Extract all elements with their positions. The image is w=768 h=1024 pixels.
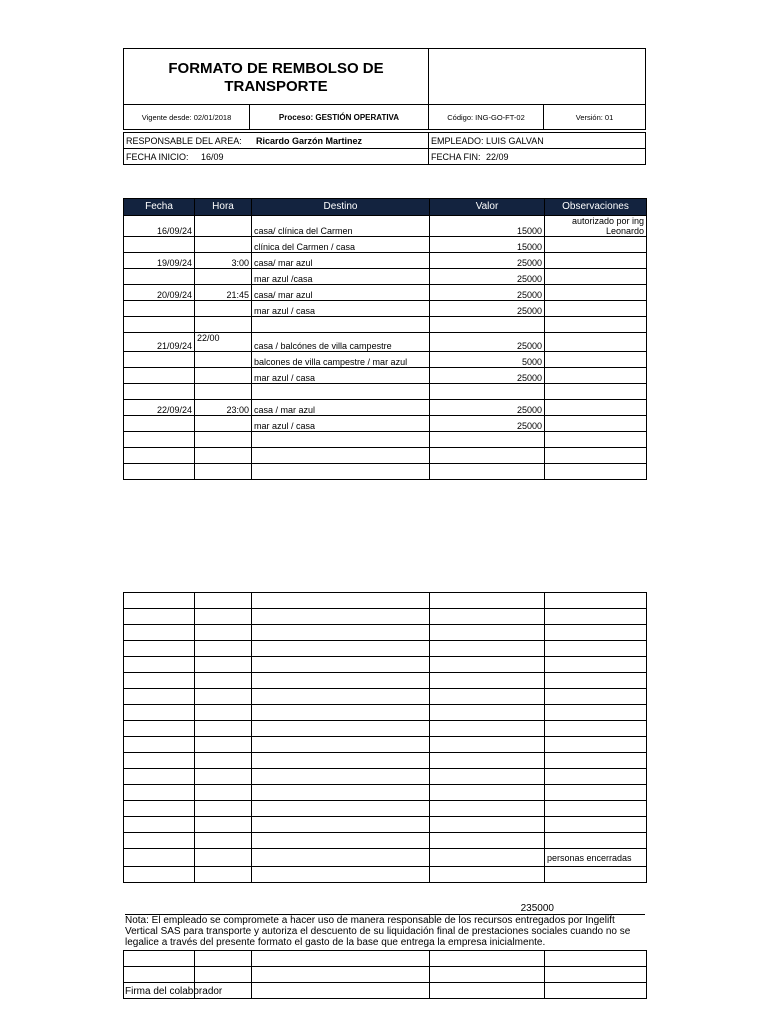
cell-destino: casa/ clínica del Carmen	[252, 216, 430, 237]
table-row	[124, 721, 647, 737]
empty-cell	[124, 833, 195, 849]
empty-cell	[124, 737, 195, 753]
responsable-value: Ricardo Garzón Martinez	[256, 135, 363, 146]
empty-cell	[430, 657, 545, 673]
cell-fecha	[124, 269, 195, 285]
empty-cell	[430, 673, 545, 689]
empty-cell	[195, 641, 252, 657]
codigo-cell	[428, 104, 544, 130]
table-row	[124, 384, 647, 400]
cell-hora: 3:00	[195, 253, 252, 269]
empty-cell	[430, 609, 545, 625]
empty-cell	[252, 593, 430, 609]
empty-cell	[545, 673, 647, 689]
cell-destino	[252, 464, 430, 480]
empty-cell	[195, 625, 252, 641]
cell-fecha: 20/09/24	[124, 285, 195, 301]
empty-cell	[195, 785, 252, 801]
cell-observaciones	[545, 285, 647, 301]
cell-destino: mar azul / casa	[252, 416, 430, 432]
cell-hora	[195, 237, 252, 253]
table-row	[124, 464, 647, 480]
empty-cell	[124, 641, 195, 657]
empty-cell	[430, 689, 545, 705]
cell-observaciones	[545, 317, 647, 333]
table-row	[124, 593, 647, 609]
cell-valor: 25000	[430, 285, 545, 301]
responsable-label: RESPONSABLE DEL AREA:	[126, 135, 242, 146]
empty-cell	[124, 657, 195, 673]
lower-table	[123, 592, 647, 883]
empty-cell	[252, 625, 430, 641]
fecha-fin-value: 22/09	[486, 151, 509, 162]
empleado-cell	[428, 132, 646, 149]
col-valor-header: Valor	[430, 199, 545, 216]
empty-cell	[545, 867, 647, 883]
empty-cell	[124, 849, 195, 867]
cell-hora	[195, 448, 252, 464]
table-row	[124, 641, 647, 657]
empty-cell	[195, 867, 252, 883]
cell-fecha: 21/09/24	[124, 333, 195, 352]
cell-valor: 25000	[430, 253, 545, 269]
empty-cell	[195, 737, 252, 753]
empty-cell	[195, 817, 252, 833]
table-row	[124, 269, 647, 285]
table-row	[124, 967, 647, 983]
empty-cell	[252, 817, 430, 833]
empty-cell	[545, 801, 647, 817]
empty-cell	[195, 849, 252, 867]
codigo-text: Código: ING-GO-FT-02	[447, 112, 525, 122]
table-row	[124, 253, 647, 269]
col-hora-header: Hora	[195, 199, 252, 216]
table-row	[124, 673, 647, 689]
empty-cell	[545, 753, 647, 769]
form-title	[123, 48, 429, 105]
empty-cell	[252, 849, 430, 867]
empty-cell	[545, 785, 647, 801]
fecha-inicio-cell	[123, 148, 429, 165]
empty-cell	[430, 867, 545, 883]
cell-fecha: 22/09/24	[124, 400, 195, 416]
empleado-text: EMPLEADO: LUIS GALVAN	[431, 135, 544, 146]
fecha-inicio-label: FECHA INICIO:	[126, 151, 189, 162]
fecha-fin-label: FECHA FIN:	[431, 151, 481, 162]
table-row	[124, 785, 647, 801]
empty-cell	[430, 849, 545, 867]
cell-destino: balcones de villa campestre / mar azul	[252, 352, 430, 368]
cell-observaciones	[545, 464, 647, 480]
empty-cell	[545, 689, 647, 705]
empty-cell	[195, 673, 252, 689]
empty-cell	[252, 737, 430, 753]
logo-box	[428, 48, 646, 105]
empty-cell	[195, 593, 252, 609]
empty-cell	[545, 609, 647, 625]
table-row	[124, 448, 647, 464]
empty-cell	[252, 641, 430, 657]
empty-cell	[430, 785, 545, 801]
cell-hora: 23:00	[195, 400, 252, 416]
total-value: 235000	[520, 903, 554, 914]
cell-observaciones	[545, 352, 647, 368]
cell-destino: casa/ mar azul	[252, 253, 430, 269]
cell-destino: casa / mar azul	[252, 400, 430, 416]
table-row	[124, 849, 647, 867]
note-text: Nota: El empleado se compromete a hacer uso de manera responsable de los recursos entregados por Ingelift Vertical SAS para transporte y autoriza el descuento de su liquidación final de prestaciones sociales cuando no se legalice a través del presente formato el gasto de la base que entrega la empresa inicialmente.	[125, 914, 645, 950]
empty-cell	[195, 657, 252, 673]
table-row	[124, 951, 647, 967]
cell-destino: mar azul /casa	[252, 269, 430, 285]
table-row	[124, 625, 647, 641]
col-fecha-header: Fecha	[124, 199, 195, 216]
table-row	[124, 833, 647, 849]
cell-destino: casa/ mar azul	[252, 285, 430, 301]
cell-valor: 25000	[430, 368, 545, 384]
empty-cell	[252, 673, 430, 689]
cell-valor	[430, 432, 545, 448]
cell-fecha	[124, 317, 195, 333]
empty-cell	[430, 833, 545, 849]
empty-cell	[545, 593, 647, 609]
empty-cell	[430, 641, 545, 657]
empty-cell	[430, 705, 545, 721]
proceso-cell	[249, 104, 429, 130]
version-text: Versión: 01	[575, 112, 614, 122]
cell-valor: 5000	[430, 352, 545, 368]
cell-fecha	[124, 416, 195, 432]
expense-table	[123, 198, 647, 480]
empty-cell	[430, 801, 545, 817]
cell-hora	[195, 384, 252, 400]
cell-destino: mar azul / casa	[252, 301, 430, 317]
responsable-cell	[123, 132, 429, 149]
table-row	[124, 801, 647, 817]
fecha-fin-cell	[428, 148, 646, 165]
cell-hora	[195, 301, 252, 317]
cell-valor: 15000	[430, 216, 545, 237]
cell-destino	[252, 317, 430, 333]
empty-cell	[252, 705, 430, 721]
cell-observaciones	[545, 237, 647, 253]
cell-destino	[252, 432, 430, 448]
cell-observaciones	[545, 448, 647, 464]
cell-observaciones	[545, 368, 647, 384]
table-row	[124, 237, 647, 253]
table-row	[124, 753, 647, 769]
table-row	[124, 368, 647, 384]
empty-cell	[430, 625, 545, 641]
empty-cell	[124, 593, 195, 609]
cell-destino	[252, 448, 430, 464]
empty-cell	[252, 867, 430, 883]
cell-hora	[195, 368, 252, 384]
cell-fecha	[124, 432, 195, 448]
cell-valor: 25000	[430, 416, 545, 432]
empty-cell	[430, 753, 545, 769]
cell-observaciones	[545, 253, 647, 269]
fecha-inicio-value: 16/09	[201, 151, 224, 162]
cell-fecha	[124, 464, 195, 480]
empty-cell	[124, 817, 195, 833]
cell-observaciones	[545, 432, 647, 448]
table-row	[124, 609, 647, 625]
col-observaciones-header: Observaciones	[545, 199, 647, 216]
cell-observaciones	[545, 269, 647, 285]
table-row	[124, 689, 647, 705]
empty-cell	[545, 737, 647, 753]
cell-fecha	[124, 301, 195, 317]
table-row	[124, 867, 647, 883]
table-row	[124, 769, 647, 785]
cell-hora	[195, 216, 252, 237]
cell-destino: clínica del Carmen / casa	[252, 237, 430, 253]
empty-cell	[252, 609, 430, 625]
empty-cell	[545, 657, 647, 673]
cell-valor	[430, 317, 545, 333]
cell-fecha	[124, 352, 195, 368]
col-destino-header: Destino	[252, 199, 430, 216]
empty-cell	[124, 785, 195, 801]
empty-cell	[430, 817, 545, 833]
empty-cell	[252, 753, 430, 769]
empty-cell	[252, 769, 430, 785]
empty-cell	[195, 801, 252, 817]
empty-cell	[545, 833, 647, 849]
cell-fecha: 19/09/24	[124, 253, 195, 269]
empty-cell	[124, 769, 195, 785]
table-row	[124, 216, 647, 237]
table-row	[124, 817, 647, 833]
empty-cell	[430, 769, 545, 785]
cell-valor: 25000	[430, 333, 545, 352]
cell-valor	[430, 464, 545, 480]
cell-valor	[430, 448, 545, 464]
table-row	[124, 400, 647, 416]
table-row	[124, 657, 647, 673]
empty-cell	[195, 833, 252, 849]
empty-cell	[545, 817, 647, 833]
empty-cell	[124, 705, 195, 721]
cell-valor	[430, 384, 545, 400]
table-row	[124, 317, 647, 333]
proceso-text: Proceso: GESTIÓN OPERATIVA	[278, 112, 400, 122]
form-title-line1: FORMATO DE REMBOLSO DE	[168, 59, 384, 77]
empty-cell	[124, 801, 195, 817]
table-row	[124, 333, 647, 352]
cell-valor: 25000	[430, 301, 545, 317]
empty-cell	[252, 721, 430, 737]
empty-cell	[124, 673, 195, 689]
cell-destino: casa / balcónes de villa campestre	[252, 333, 430, 352]
vigente-cell	[123, 104, 250, 130]
empty-cell	[195, 721, 252, 737]
empty-cell	[252, 785, 430, 801]
cell-fecha: 16/09/24	[124, 216, 195, 237]
empty-cell	[545, 769, 647, 785]
cell-observaciones: autorizado por ing Leonardo	[545, 216, 647, 237]
table-row	[124, 285, 647, 301]
empty-cell	[252, 833, 430, 849]
cell-hora	[195, 269, 252, 285]
cell-destino	[252, 384, 430, 400]
table-row	[124, 705, 647, 721]
cell-hora: 22/00	[195, 333, 252, 352]
empty-cell	[124, 867, 195, 883]
cell-observaciones	[545, 416, 647, 432]
cell-observaciones	[545, 333, 647, 352]
cell-observaciones	[545, 400, 647, 416]
cell-fecha	[124, 448, 195, 464]
cell-valor: 25000	[430, 400, 545, 416]
cell-fecha	[124, 368, 195, 384]
vigente-text: Vigente desde: 02/01/2018	[141, 112, 232, 122]
empty-cell	[195, 769, 252, 785]
table-header-row	[124, 199, 647, 216]
empty-cell	[430, 593, 545, 609]
cell-valor: 25000	[430, 269, 545, 285]
empty-cell	[195, 753, 252, 769]
cell-valor: 15000	[430, 237, 545, 253]
empty-cell	[252, 801, 430, 817]
empty-cell	[252, 657, 430, 673]
table-row	[124, 416, 647, 432]
empty-cell	[545, 625, 647, 641]
version-cell	[543, 104, 646, 130]
empty-cell	[124, 753, 195, 769]
empty-cell	[430, 721, 545, 737]
cell-hora	[195, 464, 252, 480]
empty-cell	[124, 721, 195, 737]
table-row	[124, 352, 647, 368]
empty-cell	[430, 737, 545, 753]
empty-cell	[545, 721, 647, 737]
empty-cell	[195, 609, 252, 625]
table-row	[124, 737, 647, 753]
empty-cell	[124, 609, 195, 625]
cell-hora	[195, 352, 252, 368]
firma-label: Firma del colaborador	[125, 986, 223, 997]
cell-fecha	[124, 384, 195, 400]
cell-fecha	[124, 237, 195, 253]
cell-hora: 21:45	[195, 285, 252, 301]
cell-observaciones	[545, 301, 647, 317]
empty-cell	[195, 689, 252, 705]
cell-observaciones	[545, 384, 647, 400]
table-row	[124, 301, 647, 317]
cell-destino: mar azul / casa	[252, 368, 430, 384]
form-title-line2: TRANSPORTE	[224, 77, 328, 95]
table-row	[124, 432, 647, 448]
empty-cell	[124, 625, 195, 641]
personas-cell: personas encerradas	[545, 849, 647, 867]
empty-cell	[252, 689, 430, 705]
empty-cell	[195, 705, 252, 721]
empty-cell	[124, 689, 195, 705]
cell-hora	[195, 317, 252, 333]
empty-cell	[545, 705, 647, 721]
empty-cell	[545, 641, 647, 657]
cell-hora	[195, 432, 252, 448]
cell-hora	[195, 416, 252, 432]
